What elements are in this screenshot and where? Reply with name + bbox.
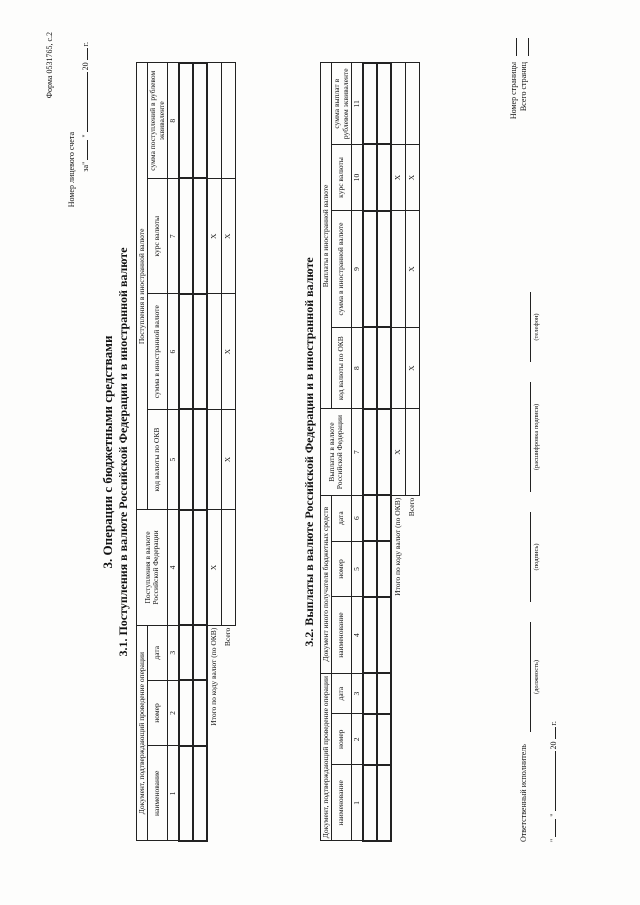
t32-foreign-group: Выплаты в иностранной валюте — [321, 63, 332, 409]
t32-col-rub-equiv: сумма выплат в рублевом эквиваленте — [332, 63, 352, 144]
year-suffix: г. — [81, 42, 90, 47]
from-label: за" — [81, 161, 90, 172]
t31-doc-group: Документ, подтверждающий проведение операции — [137, 625, 148, 841]
date-quote-close: " — [549, 813, 558, 817]
page-number-box — [508, 38, 517, 56]
rotated-form — [40, 22, 600, 882]
t32-x: X — [405, 327, 419, 408]
t32-total-okv-row — [391, 63, 405, 841]
t32-col-amount-foreign: сумма в иностранной валюте — [332, 211, 352, 328]
t31-col-number: номер — [148, 680, 168, 745]
t32-doc-group: Документ, подтверждающий проведение операции — [321, 673, 332, 841]
t31-col-rub-equiv: сумма поступлений в рублевом эквиваленте — [148, 63, 168, 179]
t32-col-rate: курс валюты — [332, 144, 352, 210]
t31-num-5: 5 — [167, 409, 179, 509]
section31-title: 3.1. Поступления в валюте Российской Федерации и в иностранной валюте — [116, 247, 130, 657]
t31-num-6: 6 — [167, 294, 179, 409]
t32-x: X — [405, 211, 419, 328]
t31-x: X — [221, 294, 235, 409]
t32-num-10: 10 — [351, 144, 363, 210]
t31-x: X — [207, 510, 221, 625]
signature-caption: (подпись) — [533, 543, 540, 571]
t32-num-4: 4 — [351, 597, 363, 673]
t31-total-okv-label: Итого по коду валют (по ОКВ) — [209, 627, 219, 726]
t31-num-4: 4 — [167, 510, 179, 625]
t31-num-8: 8 — [167, 63, 179, 179]
position-caption: (должность) — [533, 659, 540, 695]
t32-col-rub: Выплаты в валюте Российской Федерации — [321, 409, 352, 495]
t31-col-okv: код валюты по ОКВ — [148, 409, 168, 509]
t32-col-date: дата — [332, 673, 352, 714]
t31-foreign-group: Поступления в иностранной валюте — [137, 63, 148, 510]
year-prefix: 20 — [81, 62, 90, 71]
page-number-label: Номер страницы — [509, 62, 518, 120]
t32-total-label: Всего — [406, 497, 416, 517]
t31-x: X — [221, 409, 235, 509]
t31-col-name: наименование — [148, 746, 168, 841]
t31-col-date: дата — [148, 625, 168, 680]
period-line: за" " 20 г. — [81, 42, 90, 172]
t32-num-3: 3 — [351, 673, 363, 714]
t32-total-row — [405, 63, 419, 841]
t32-col-okv: код валюты по ОКВ — [332, 327, 352, 408]
footer-date — [550, 721, 559, 842]
table-32 — [320, 62, 420, 842]
phone-caption: (телефон) — [533, 313, 540, 341]
t31-total-okv-row — [207, 63, 221, 841]
t32-row — [377, 63, 391, 841]
t32-row — [363, 63, 377, 841]
t31-x: X — [221, 179, 235, 294]
form-code: Форма 0531765, с.2 — [45, 32, 54, 99]
t31-col-rate: курс валюты — [148, 179, 168, 294]
t31-col-amount-foreign: сумма в иностранной валюте — [148, 294, 168, 409]
t31-total-row — [221, 63, 235, 841]
total-pages-box — [520, 38, 529, 56]
t31-num-1: 1 — [167, 746, 179, 841]
t32-col-number-2: номер — [332, 541, 352, 597]
account-label: Номер лицевого счета — [67, 132, 76, 208]
t32-col-name-2: наименование — [332, 597, 352, 673]
t31-x: X — [207, 179, 221, 294]
t31-col-rub: Поступления в валюте Российской Федерации — [137, 510, 168, 625]
t31-row — [179, 63, 193, 841]
t32-x: X — [405, 144, 419, 210]
t32-num-9: 9 — [351, 211, 363, 328]
t31-total-label: Всего — [222, 627, 232, 647]
section3-title: 3. Операции с бюджетными средствами — [100, 335, 115, 569]
t32-col-date-2: дата — [332, 495, 352, 541]
section32-title: 3.2. Выплаты в валюте Российской Федерации и в иностранной валюте — [302, 257, 316, 647]
t32-doc2-group: Документ иного получателя бюджетных средств — [321, 495, 332, 673]
t31-row — [193, 63, 207, 841]
t32-num-6: 6 — [351, 495, 363, 541]
t32-num-7: 7 — [351, 409, 363, 495]
date-year: 20 — [549, 741, 558, 750]
t32-total-okv-label: Итого по коду валют (по ОКВ) — [393, 497, 403, 596]
t32-x: X — [391, 144, 405, 210]
t31-num-2: 2 — [167, 680, 179, 745]
responsible-label: Ответственный исполнитель — [519, 744, 528, 842]
t32-num-2: 2 — [351, 714, 363, 765]
t32-num-1: 1 — [351, 765, 363, 841]
t32-col-name: наименование — [332, 765, 352, 841]
t32-col-number: номер — [332, 714, 352, 765]
date-quote-open: " — [549, 838, 558, 842]
total-pages-label: Всего страниц — [519, 62, 528, 112]
t32-num-11: 11 — [351, 63, 363, 144]
t31-num-7: 7 — [167, 179, 179, 294]
decoding-caption: (расшифровка подписи) — [533, 403, 540, 471]
t32-num-5: 5 — [351, 541, 363, 597]
t32-num-8: 8 — [351, 327, 363, 408]
table-31 — [136, 62, 236, 842]
t31-num-3: 3 — [167, 625, 179, 680]
date-year-suffix: г. — [549, 721, 558, 726]
t32-x: X — [391, 409, 405, 495]
